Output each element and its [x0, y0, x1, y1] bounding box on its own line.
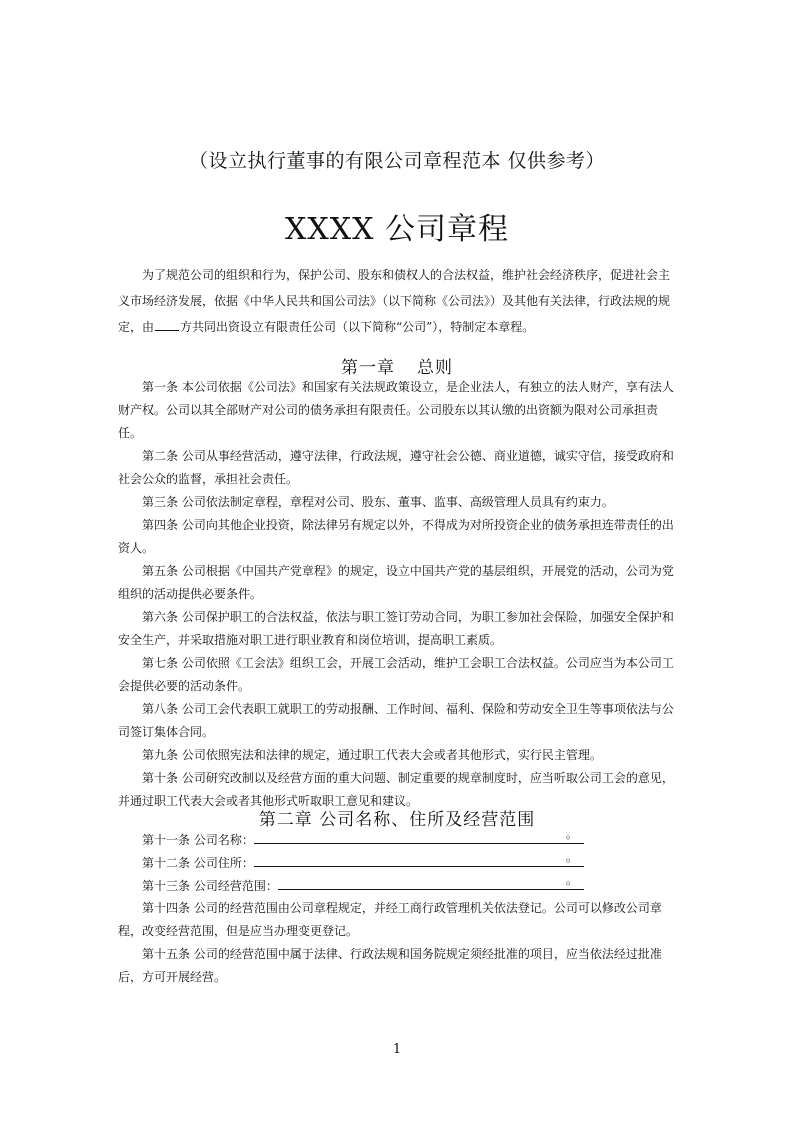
- document-subtitle: （设立执行董事的有限公司章程范本 仅供参考）: [188, 150, 606, 172]
- business-scope-period: 。: [565, 873, 578, 887]
- business-scope-label: 第十三条 公司经营范围：: [142, 879, 278, 893]
- article-3: 第三条 公司依法制定章程，章程对公司、股东、董事、监事、高级管理人员具有约束力。: [142, 495, 614, 509]
- article-13: [118, 874, 680, 897]
- page-number: 1: [392, 1042, 402, 1057]
- document-title: XXXX 公司章程: [285, 212, 509, 247]
- article-8: 第八条 公司工会代表职工就职工的劳动报酬、工作时间、福利、保险和劳动安全卫生等事项依法与公司签订集体合同。: [118, 702, 674, 739]
- company-address-label: 第十二条 公司住所：: [142, 856, 254, 870]
- chapter-one-heading: [0, 353, 794, 378]
- article-12: [118, 851, 680, 874]
- preamble-blank-line: [155, 318, 179, 331]
- company-address-blank[interactable]: [254, 851, 584, 867]
- chapter-one-number: 第一章: [341, 358, 395, 378]
- article-5: 第五条 公司根据《中国共产党章程》的规定，设立中国共产党的基层组织，开展党的活动，公司为党组织的活动提供必要条件。: [118, 564, 674, 601]
- chapter-two-articles: [118, 828, 680, 989]
- article-9: 第九条 公司依照宪法和法律的规定，通过职工代表大会或者其他形式，实行民主管理。: [142, 748, 602, 762]
- article-7: 第七条 公司依照《工会法》组织工会，开展工会活动，维护工会职工合法权益。公司应当为本公司工会提供必要的活动条件。: [118, 656, 674, 693]
- company-address-period: 。: [565, 850, 578, 864]
- chapter-two-heading: 第二章 公司名称、住所及经营范围: [258, 810, 536, 830]
- chapter-one-articles: [118, 376, 680, 813]
- company-name-blank[interactable]: [254, 828, 584, 844]
- article-1: 第一条 本公司依据《公司法》和国家有关法规政策设立，是企业法人，有独立的法人财产，享有法人财产权。公司以其全部财产对公司的债务承担有限责任。公司股东以其认缴的出资额为限对公司承担责任。: [118, 380, 674, 440]
- chapter-one-name: 总则: [417, 358, 453, 378]
- article-10: 第十条 公司研究改制以及经营方面的重大问题、制定重要的规章制度时，应当听取公司工会的意见，并通过职工代表大会或者其他形式听取职工意见和建议。: [118, 771, 674, 808]
- article-11: [118, 828, 680, 851]
- article-2: 第二条 公司从事经营活动，遵守法律，行政法规，遵守社会公德、商业道德，诚实守信，接受政府和社会公众的监督，承担社会责任。: [118, 449, 674, 486]
- article-15: 第十五条 公司的经营范围中属于法律、行政法规和国务院规定须经批准的项目，应当依法经过批准后，方可开展经营。: [118, 947, 662, 984]
- article-6: 第六条 公司保护职工的合法权益，依法与职工签订劳动合同，为职工参加社会保险，加强安全保护和安全生产，并采取措施对职工进行职业教育和岗位培训，提高职工素质。: [118, 610, 674, 647]
- preamble-paragraph: [118, 262, 680, 340]
- business-scope-blank[interactable]: [278, 874, 584, 890]
- company-name-label: 第十一条 公司名称：: [142, 833, 254, 847]
- article-4: 第四条 公司向其他企业投资，除法律另有规定以外，不得成为对所投资企业的债务承担连带责任的出资人。: [118, 518, 674, 555]
- preamble-text-2: 方共同出资设立有限责任公司（以下简称“公司”），特制定本章程。: [180, 320, 535, 334]
- article-14: 第十四条 公司的经营范围由公司章程规定，并经工商行政管理机关依法登记。公司可以修改公司章程，改变经营范围，但是应当办理变更登记。: [118, 901, 662, 938]
- preamble-text-1: 为了规范公司的组织和行为，保护公司、股东和债权人的合法权益，维护社会经济秩序，促进社会主义市场经济发展，依据《中华人民共和国公司法》（以下简称《公司法》）及其他有关法律，行政法规的规定，由: [118, 268, 671, 334]
- company-name-period: 。: [565, 827, 578, 841]
